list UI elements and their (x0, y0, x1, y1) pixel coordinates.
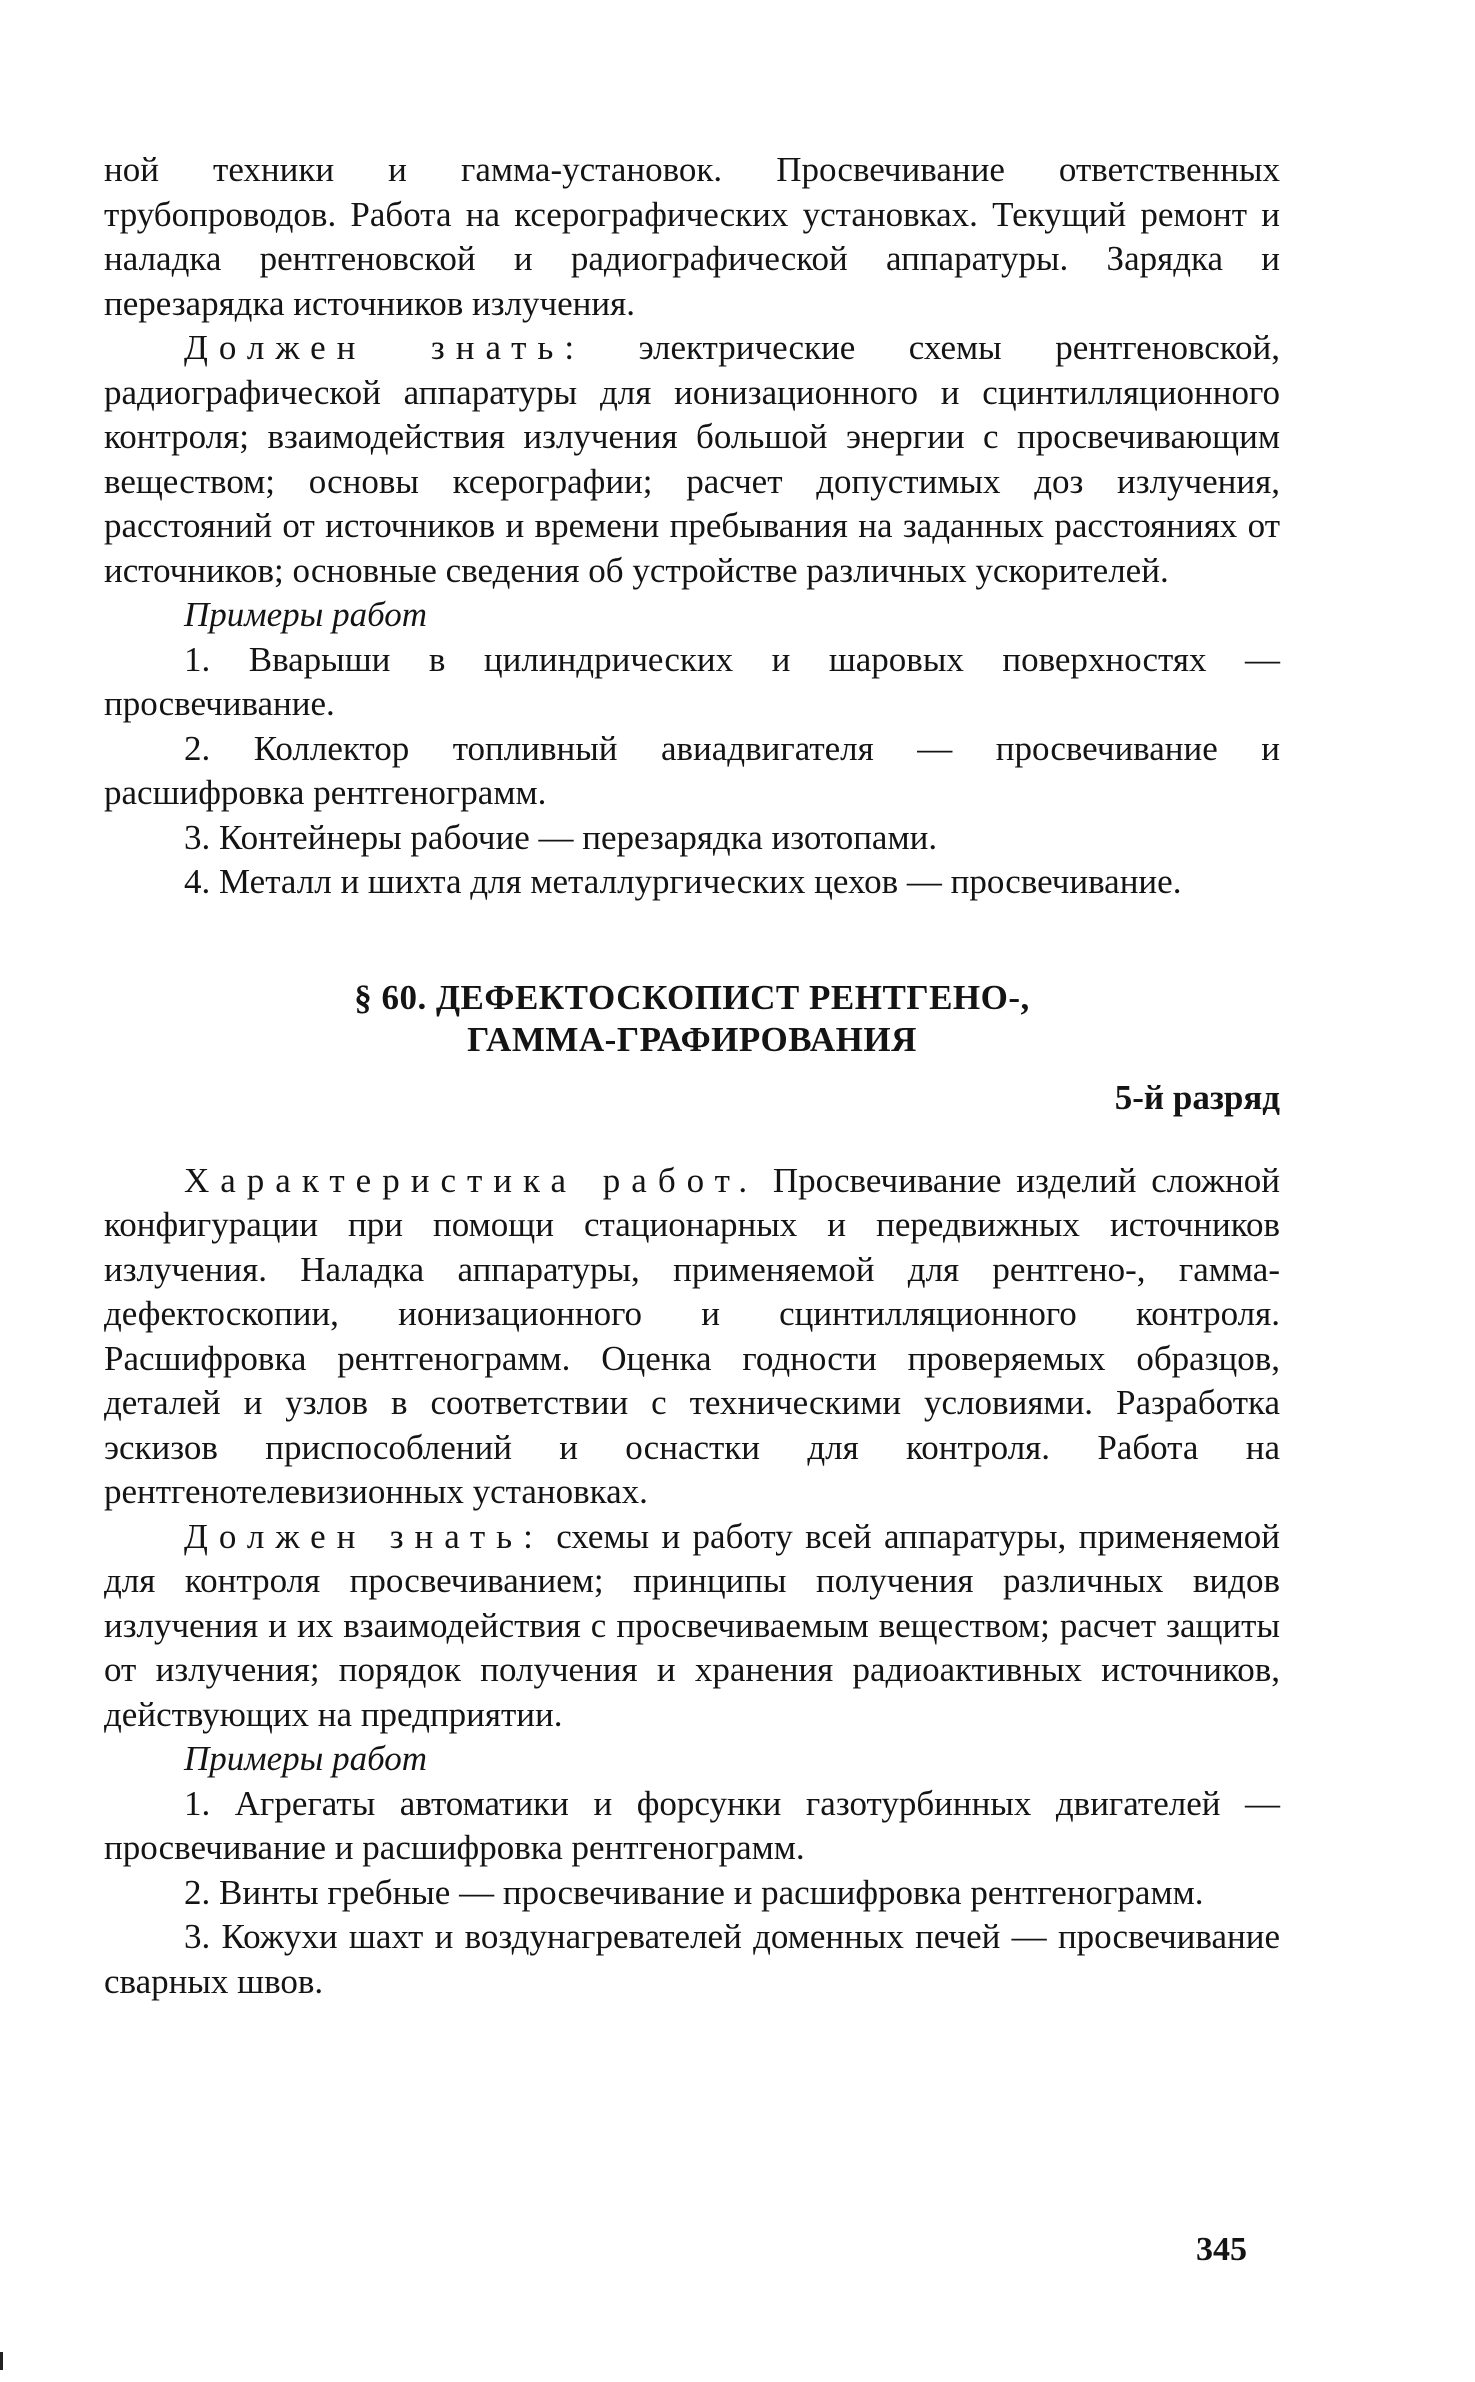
must-know-text: схемы и работу всей аппаратуры, применяемой для контроля просвечиванием; принципы получения различных видов излучения и их взаимодействия с просвечиваемым веществом; расчет защиты от излучения; порядок получения и хранения радиоактивных источников, действующих на предприятии. (104, 1516, 1281, 1734)
must-know-text: электрические схемы рентгеновской, радиографической аппаратуры для ионизационного и сцинтилляционного контроля; взаимодействия излучения большой энергии с просвечивающим веществом; основы ксерографии; расчет допустимых доз излучения, расстояний от источников и времени пребывания на заданных расстояниях от источников; основные сведения об устройстве различных ускорителей. (104, 328, 1281, 590)
scan-edge-mark (0, 2352, 3, 2370)
must-know-label: Должен знать: (184, 328, 586, 367)
example-item: 2. Коллектор топливный авиадвигателя — просвечивание и расшифровка рентгенограмм. (104, 728, 1280, 812)
section-title (104, 977, 1280, 1061)
examples-heading: Примеры работ (184, 595, 428, 634)
section-title-line: § 60. ДЕФЕКТОСКОПИСТ РЕНТГЕНО-, (354, 977, 1030, 1017)
document-page (104, 148, 1280, 2004)
example-item: 1. Агрегаты автоматики и форсунки газотурбинных двигателей — просвечивание и расшифровка рентгенограмм. (104, 1783, 1280, 1867)
examples-heading: Примеры работ (184, 1739, 428, 1778)
paragraph-must-know (104, 326, 1280, 593)
paragraph-continuation: ной техники и гамма-установок. Просвечивание ответственных трубопроводов. Работа на ксерографических установках. Текущий ремонт и наладка рентгеновской и радиографической аппаратуры. Зарядка и перезарядка источников излучения. (104, 150, 1280, 323)
paragraph-characteristics (104, 1159, 1280, 1515)
characteristics-text: Просвечивание изделий сложной конфигурации при помощи стационарных и передвижных источников излучения. Наладка аппаратуры, применяемой для рентгено-, гамма-дефектоскопии, ионизационного и сцинтилляционного контроля. Расшифровка рентгенограмм. Оценка годности проверяемых образцов, деталей и узлов в соответствии с техническими условиями. Разработка эскизов приспособлений и оснастки для контроля. Работа на рентгенотелевизионных установках. (104, 1160, 1280, 1511)
section-title-line: ГАММА-ГРАФИРОВАНИЯ (467, 1019, 917, 1059)
example-item: 3. Кожухи шахт и воздунагревателей доменных печей — просвечивание сварных швов. (104, 1917, 1280, 2001)
paragraph-must-know (104, 1515, 1280, 1738)
characteristics-label: Характеристика работ. (184, 1160, 759, 1200)
example-item: 1. Вварыши в цилиндрических и шаровых поверхностях — просвечивание. (104, 639, 1280, 723)
example-item: 2. Винты гребные — просвечивание и расшифровка рентгенограмм. (184, 1872, 1204, 1912)
page-number: 345 (1196, 2231, 1247, 2268)
grade-label: 5-й разряд (1114, 1077, 1280, 1117)
must-know-label: Должен знать: (184, 1516, 544, 1556)
example-item: 3. Контейнеры рабочие — перезарядка изотопами. (184, 817, 938, 857)
example-item: 4. Металл и шихта для металлургических цехов — просвечивание. (184, 862, 1182, 901)
